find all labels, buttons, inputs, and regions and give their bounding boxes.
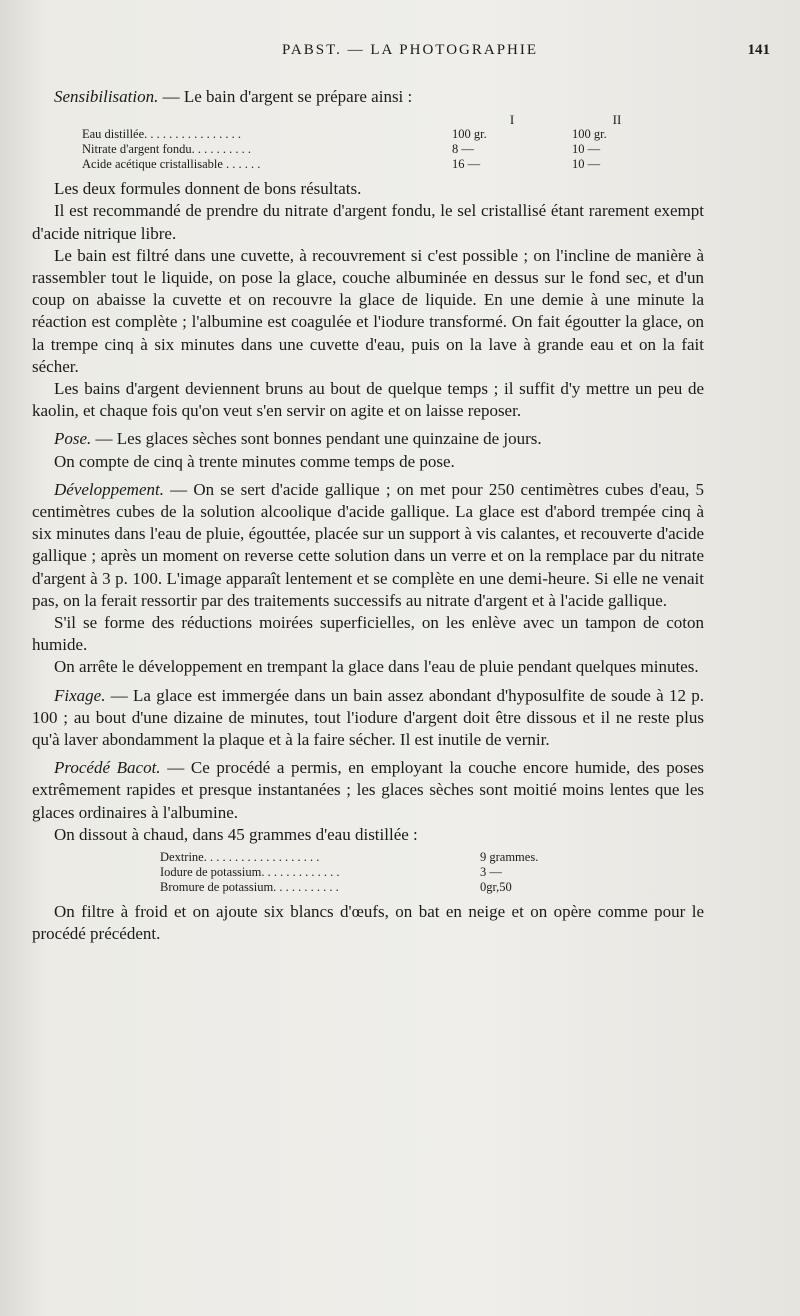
paragraph: On arrête le développement en trempant la glace dans l'eau de pluie pendant quelques minutes. [54, 657, 699, 677]
running-header [50, 42, 770, 64]
section-heading: Développement. [54, 479, 164, 499]
quantity-value: 3 — [480, 865, 502, 880]
ingredient-label: Nitrate d'argent fondu. . . . . . . . . . [82, 142, 252, 157]
quantity-value: 9 grammes. [480, 850, 539, 865]
table-row [160, 880, 538, 895]
section-heading: Sensibilisation. [54, 87, 159, 106]
ingredient-label: Dextrine. . . . . . . . . . . . . . . . . . . [160, 850, 320, 865]
section-heading: Pose. [54, 429, 92, 449]
paragraph: On compte de cinq à trente minutes comme temps de pose. [54, 451, 455, 471]
table-row [82, 142, 662, 157]
page-body [32, 86, 704, 946]
page-number: 141 [747, 42, 770, 58]
paragraph: Les deux formules donnent de bons résultats. [54, 179, 362, 199]
table-row [160, 850, 538, 865]
ingredient-label: Eau distillée. . . . . . . . . . . . . . . . [82, 127, 242, 142]
section-heading: Fixage. [54, 685, 106, 705]
quantity-value: 8 — [452, 142, 474, 157]
paragraph-pose [32, 428, 704, 450]
column-header: II [612, 112, 622, 128]
quantity-value: 0gr,50 [480, 880, 512, 895]
paragraph-text: — On se sert d'acide gallique ; on met pour 250 centimètres cubes d'eau, 5 centimètres cubes de la solution alcoolique d'acide gallique. La glace est d'abord trempée cinq à six minutes dans l'eau de pluie, égouttée, placée sur un support à vis calantes, et recouverte d'acide gallique ; après un moment on reverse cette solution dans un verre et on la remplace par du nitrate d'argent à 3 p. 100. L'image apparaît lentement et se complète en une demi-heure. Si elle ne venait pas, on la ferait ressortir par des traitements successifs au nitrate d'argent et à l'acide gallique. [32, 479, 704, 610]
paragraph-text: — Ce procédé a permis, en employant la couche encore humide, des poses extrêmement rapides et presque instantanées ; les glaces sèches sont moitié moins lentes que les glaces ordinaires à l'albumine. [32, 758, 704, 822]
paragraph: Il est recommandé de prendre du nitrate d'argent fondu, le sel cristallisé étant rarement exempt d'acide nitrique libre. [32, 201, 704, 243]
paragraph-procede-bacot [32, 757, 704, 824]
ingredient-label: Acide acétique cristallisable . . . . . . [82, 157, 261, 172]
section-heading: Procédé Bacot. [54, 758, 161, 778]
paragraph-text: — La glace est immergée dans un bain assez abondant d'hyposulfite de soude à 12 p. 100 ; au bout d'une dizaine de minutes, tout l'iodure d'argent doit être dissous et il ne reste plus qu'à laver abondamment la plaque et à la faire sécher. Il est inutile de vernir. [32, 685, 704, 750]
column-header: I [509, 112, 515, 128]
paragraph: Le bain est filtré dans une cuvette, à recouvrement si c'est possible ; on l'incline de manière à rassembler tout le liquide, on pose la glace, couche albuminée en dessus sur le fond sec, et d'un coup on abaisse la cuvette et on recouvre la glace de liquide. En une demie à une minute la réaction est complète ; l'albumine est coagulée et l'iodure transformé. On fait égoutter la glace, on la trempe cinq à six minutes dans une cuvette d'eau, puis on la lave à grande eau et on la fait sécher. [32, 245, 704, 376]
quantity-value: 100 gr. [572, 127, 607, 142]
paragraph-fixage [32, 685, 704, 752]
table-row [160, 865, 538, 880]
paragraph: S'il se forme des réductions moirées superficielles, on les enlève avec un tampon de coton humide. [32, 613, 704, 655]
ingredient-label: Bromure de potassium. . . . . . . . . . . [160, 880, 339, 895]
quantity-value: 16 — [452, 157, 481, 172]
paragraph-developpement [32, 479, 704, 612]
quantity-value: 10 — [572, 157, 601, 172]
ingredient-label: Iodure de potassium. . . . . . . . . . . . . [160, 865, 340, 880]
paragraph: Les bains d'argent deviennent bruns au bout de quelque temps ; il suffit d'y mettre un peu de kaolin, et chaque fois qu'on veut s'en servir on agite et on laisse reposer. [32, 379, 704, 421]
table-row [82, 127, 662, 142]
paragraph-sensibilisation [32, 86, 704, 108]
quantity-value: 100 gr. [452, 127, 487, 142]
formula-table-bacot [160, 850, 538, 895]
formula-table-silver-bath [82, 112, 662, 172]
header-title: PABST. — LA PHOTOGRAPHIE [281, 42, 539, 58]
paragraph-text: — Les glaces sèches sont bonnes pendant une quinzaine de jours. [91, 429, 542, 449]
quantity-value: 10 — [572, 142, 601, 157]
table-row [82, 157, 662, 172]
paragraph: On dissout à chaud, dans 45 grammes d'eau distillée : [54, 824, 418, 844]
paragraph-text: — Le bain d'argent se prépare ainsi : [158, 87, 413, 106]
table-header-row [82, 112, 662, 127]
paragraph: On filtre à froid et on ajoute six blancs d'œufs, on bat en neige et on opère comme pour le procédé précédent. [32, 902, 704, 944]
